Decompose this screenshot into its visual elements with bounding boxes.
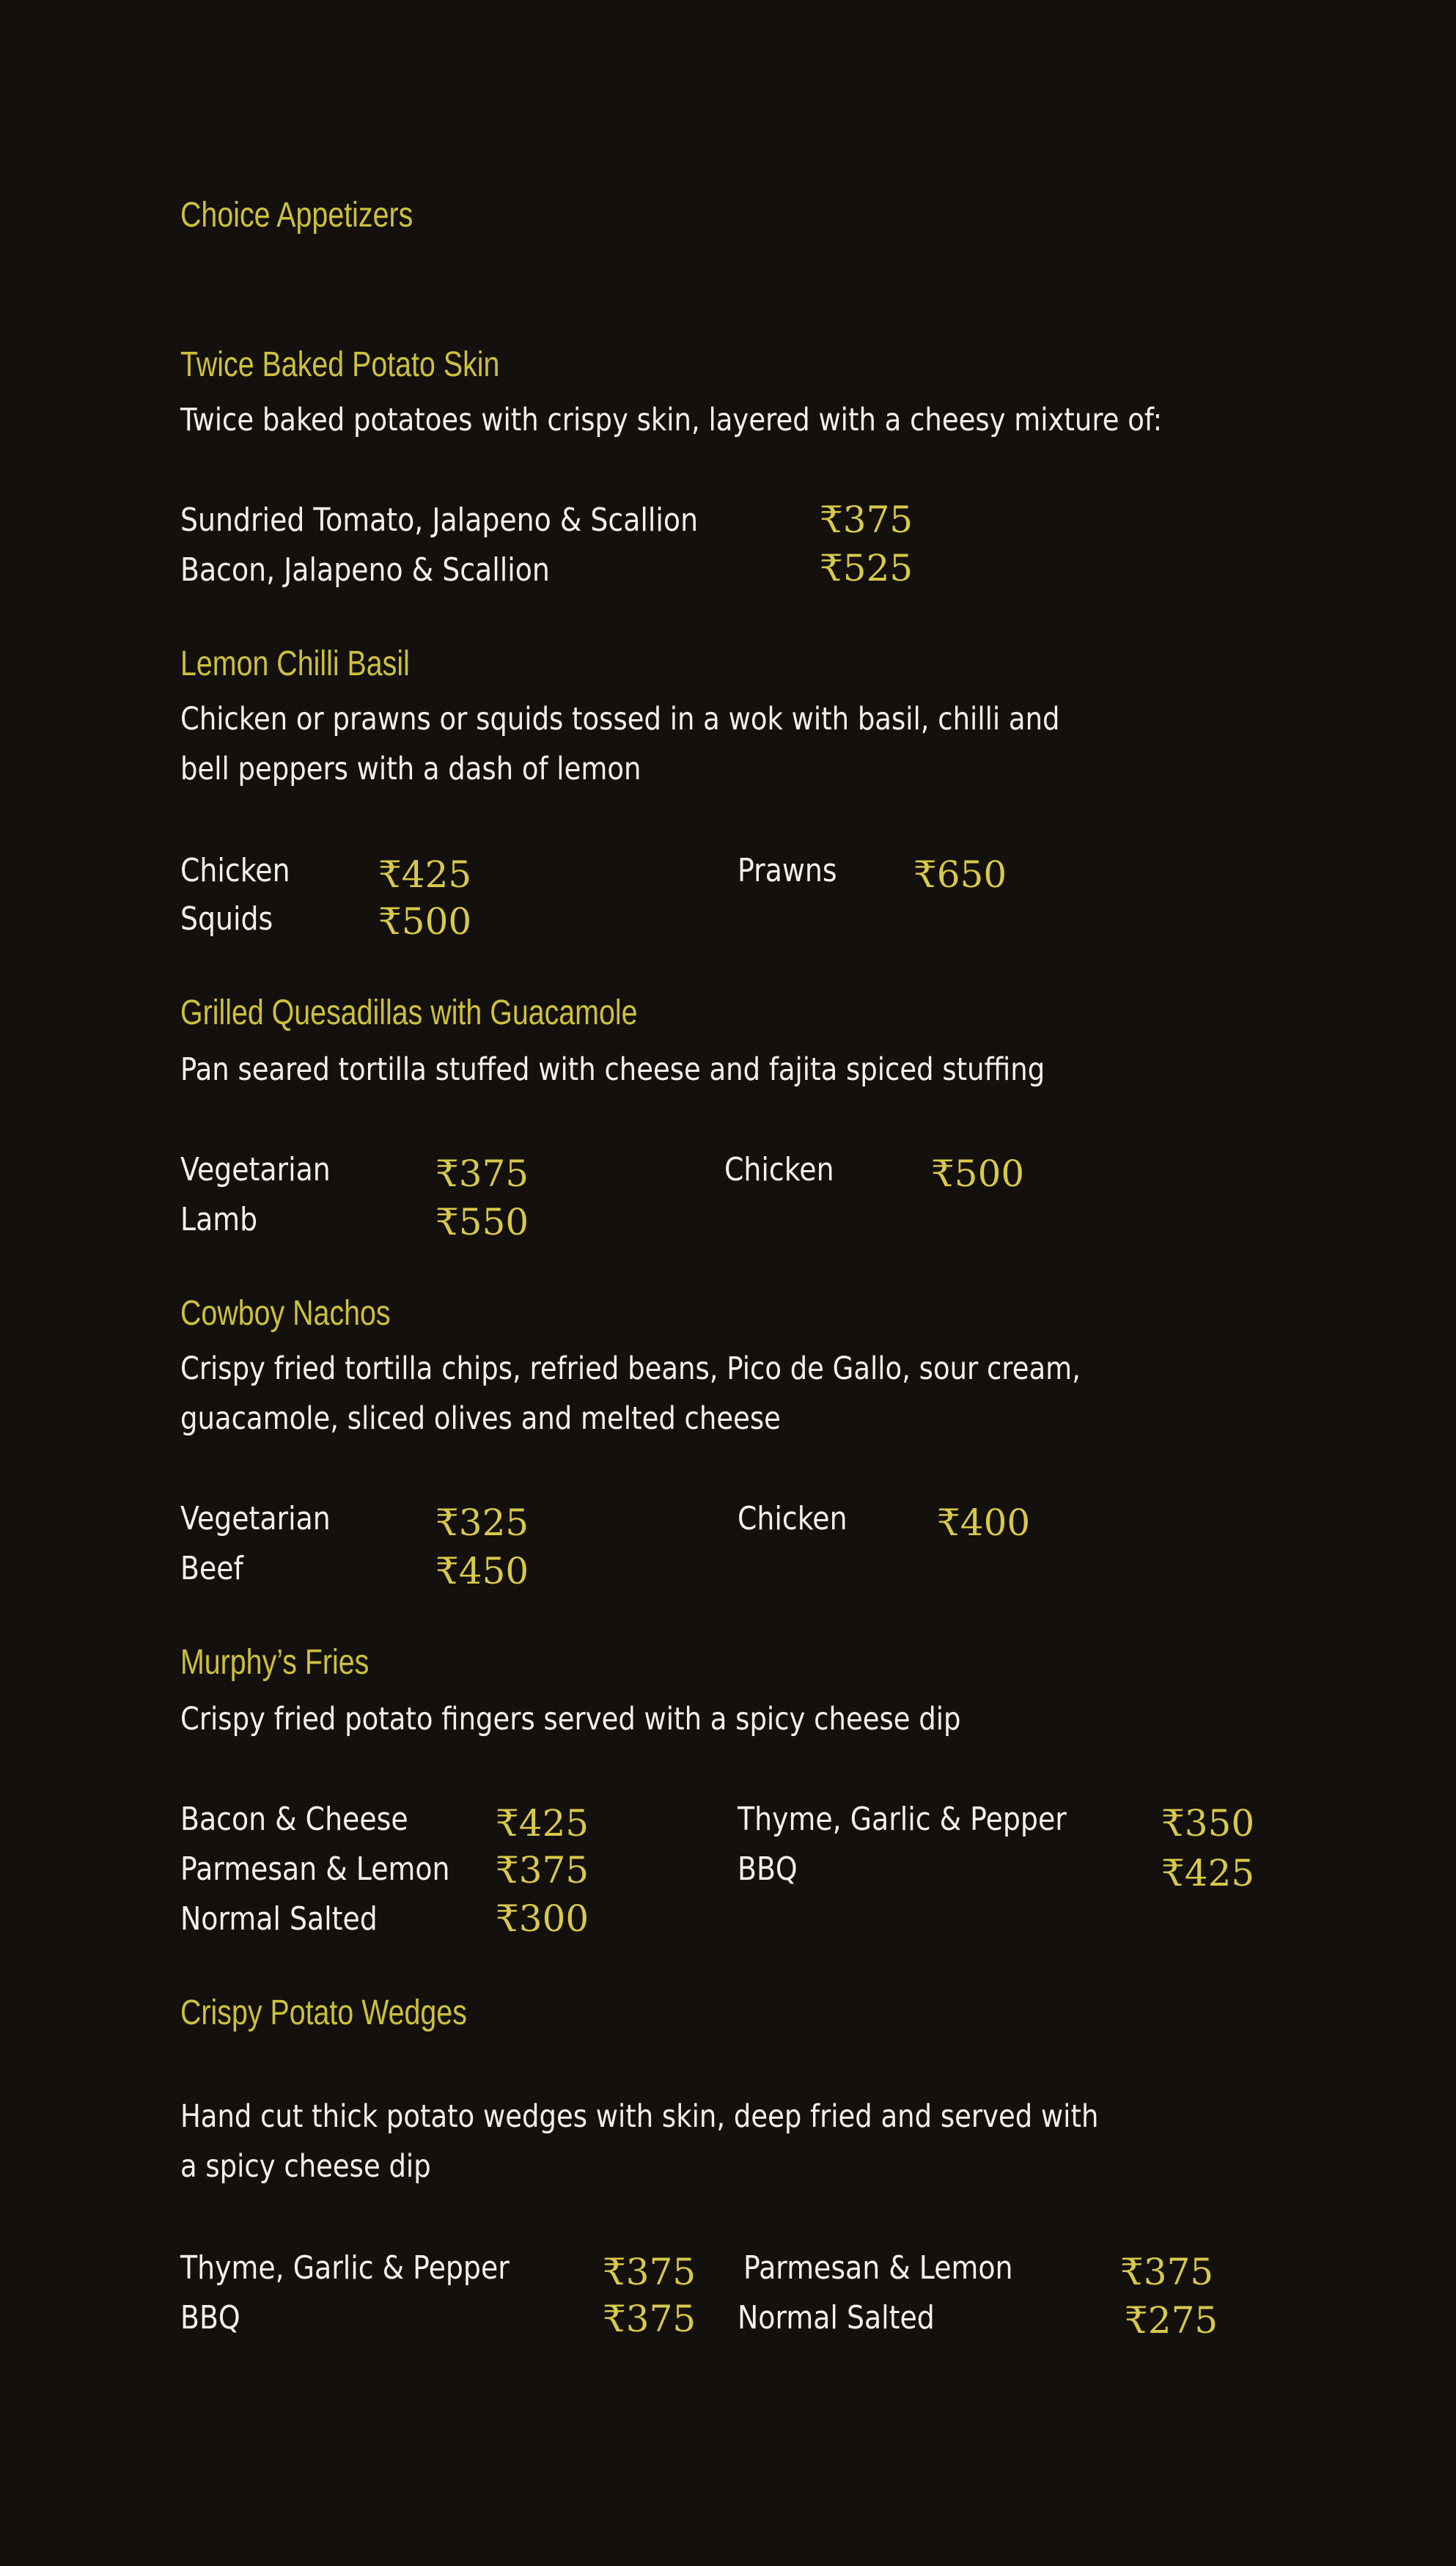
dish-description: Crispy fried tortilla chips, refried beans, Pico de Gallo, sour cream, bbox=[180, 1350, 1081, 1387]
option-name: Squids bbox=[180, 900, 273, 938]
option-name: Thyme, Garlic & Pepper bbox=[180, 2249, 510, 2287]
option-price: ₹375 bbox=[603, 2251, 696, 2293]
option-name: Lamb bbox=[180, 1201, 258, 1238]
option-price: ₹375 bbox=[820, 499, 913, 541]
option-price: ₹500 bbox=[931, 1153, 1025, 1195]
dish-description: Hand cut thick potato wedges with skin, deep fried and served with bbox=[180, 2098, 1099, 2135]
dish-title: Cowboy Nachos bbox=[180, 1294, 391, 1333]
option-price: ₹650 bbox=[913, 853, 1007, 896]
dish-description: guacamole, sliced olives and melted cheese bbox=[180, 1400, 781, 1437]
option-name: Sundried Tomato, Jalapeno & Scallion bbox=[180, 501, 699, 539]
dish-title: Murphy’s Fries bbox=[180, 1643, 369, 1682]
option-price: ₹425 bbox=[378, 853, 472, 896]
option-name: BBQ bbox=[738, 1850, 798, 1888]
option-price: ₹425 bbox=[496, 1802, 589, 1845]
option-name: BBQ bbox=[180, 2299, 240, 2337]
option-price: ₹500 bbox=[378, 900, 472, 943]
option-price: ₹300 bbox=[496, 1897, 589, 1940]
option-name: Thyme, Garlic & Pepper bbox=[738, 1801, 1067, 1838]
option-price: ₹450 bbox=[435, 1550, 529, 1592]
dish-title: Grilled Quesadillas with Guacamole bbox=[180, 993, 638, 1032]
dish-description: a spicy cheese dip bbox=[180, 2148, 431, 2185]
dish-description: bell peppers with a dash of lemon bbox=[180, 751, 641, 787]
dish-description: Twice baked potatoes with crispy skin, layered with a cheesy mixture of: bbox=[180, 402, 1163, 438]
option-name: Prawns bbox=[738, 852, 837, 889]
option-price: ₹400 bbox=[937, 1501, 1031, 1544]
option-name: Parmesan & Lemon bbox=[743, 2249, 1013, 2287]
option-name: Chicken bbox=[724, 1151, 834, 1188]
option-price: ₹550 bbox=[435, 1201, 529, 1243]
option-name: Vegetarian bbox=[180, 1500, 331, 1537]
option-price: ₹525 bbox=[820, 547, 913, 589]
option-name: Bacon & Cheese bbox=[180, 1801, 408, 1838]
dish-description: Chicken or prawns or squids tossed in a wok with basil, chilli and bbox=[180, 701, 1060, 738]
option-price: ₹275 bbox=[1125, 2299, 1218, 2342]
option-name: Beef bbox=[180, 1550, 243, 1587]
option-price: ₹375 bbox=[435, 1153, 529, 1195]
option-name: Vegetarian bbox=[180, 1151, 331, 1188]
option-price: ₹375 bbox=[603, 2298, 696, 2340]
option-name: Normal Salted bbox=[180, 1900, 378, 1938]
option-price: ₹325 bbox=[435, 1501, 529, 1544]
dish-description: Crispy fried potato fingers served with a spicy cheese dip bbox=[180, 1701, 961, 1738]
section-title: Choice Appetizers bbox=[180, 196, 413, 235]
option-price: ₹375 bbox=[1120, 2251, 1214, 2293]
option-name: Bacon, Jalapeno & Scallion bbox=[180, 551, 550, 589]
option-name: Chicken bbox=[738, 1500, 848, 1537]
dish-title: Twice Baked Potato Skin bbox=[180, 345, 500, 384]
option-price: ₹350 bbox=[1161, 1802, 1255, 1845]
dish-title: Crispy Potato Wedges bbox=[180, 1993, 467, 2032]
option-price: ₹375 bbox=[496, 1849, 589, 1892]
option-price: ₹425 bbox=[1161, 1852, 1255, 1894]
dish-description: Pan seared tortilla stuffed with cheese and fajita spiced stuffing bbox=[180, 1051, 1045, 1088]
option-name: Chicken bbox=[180, 852, 290, 889]
option-name: Normal Salted bbox=[738, 2299, 935, 2337]
dish-title: Lemon Chilli Basil bbox=[180, 644, 410, 683]
option-name: Parmesan & Lemon bbox=[180, 1850, 450, 1888]
